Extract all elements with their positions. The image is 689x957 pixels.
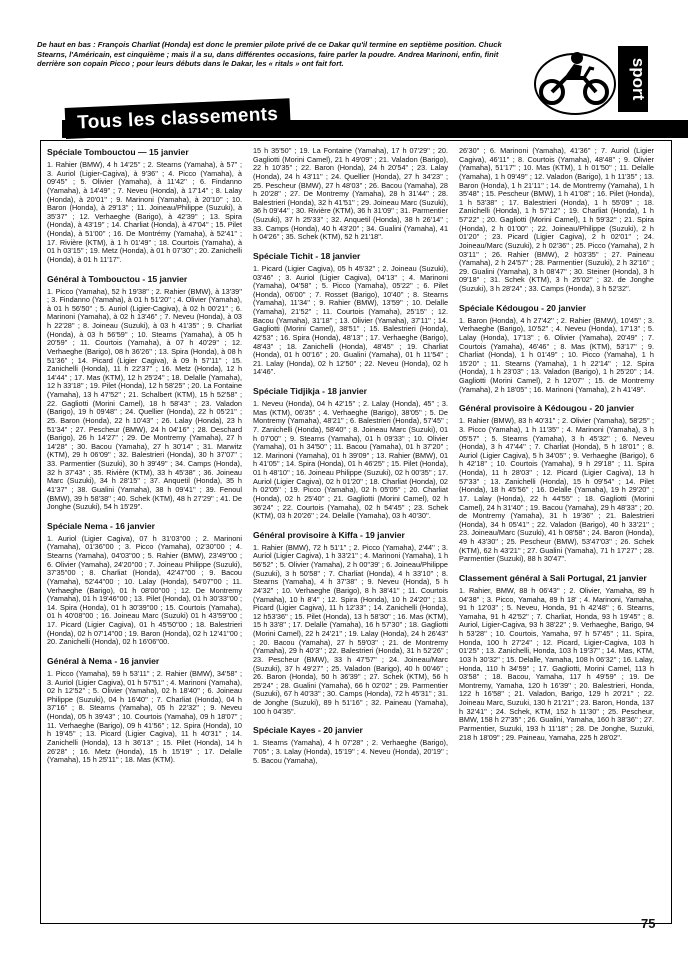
section-title: Spéciale Kédougou - 20 janvier (459, 302, 587, 313)
page-title: Tous les classements (65, 98, 291, 139)
section-title: Général provisoire à Kédougou - 20 janvier (459, 403, 635, 414)
logo-text: sport (629, 57, 648, 101)
section-text: 1. Picco (Yamaha), 59 h 53'11'' ; 2. Rahier (BMW), 34'58'' ; 3. Auriol (Ligier Cagiva), 01 h 57'51'' ; 4. Marinoni (Yamaha), 02 h 12'52'' ; 5. Olivier (Yamaha), 02 h 18'40'' ; 6. Joineau Philippe (Suzuki), 04 h 16'40'' ; 7. Charliat (Honda), 04 h 37'16'' ; 8. Stearns (Yamaha), 05 h 22'32'' ; 9. Neveu (Honda), 05 h 39'43'' ; 10. Courtois (Yamaha), 09 h 18'07'' ; 11. Verhaeghe (Barigo), 09 h 41'56'' ; 12. Spira (Honda), 10 h 19'45'' ; 13. Picard (Ligier Cagiva), 11 h 40'31'' ; 14. Zanichelli (Honda), 13 h 36'13'' ; 15. Pilet (Honda), 14 h 26'28'' ; 16. Metz (Honda), 15 h 15'19'' ; 17. Delalle (Yamaha), 15 h 25'11'' ; 18. Mas (KTM). (47, 668, 242, 765)
section-text: 26'30'' ; 6. Marinoni (Yamaha), 41'36'' ; 7. Auriol (Ligier Cagiva), 46'11'' ; 8. Courtois (Yamaha), 48'48'' ; 9. Olivier (Yamaha), 51'17'' ; 10. Mas (KTM), 1 h 01'50'' ; 11. Delalle (Yamaha), 1 h 09'49'' ; 12. Valadon (Barigo), 1 h 11'35'' ; 13. Baron (Honda), 1 h 21'11'' ; 14. de Montremy (Yamaha), 1 h 35'48'' ; 15. Pescheur (BMW), 1 h 41'08'' ; 16. Pilet (Honda), 1 h 53'38'' ; 17. Balestrieri (Honda), 1 h 55'09'' ; 18. Zanichelli (Honda), 1 h 57'12'' ; 19. Charliat (Honda), 1 h 57'22'' ; 20. Gagliotti (Morini Camel), 1 h 59'32'' ; 21. Spira (Honda), 2 h 01'00'' ; 22. Joineau/Philippe (Suzuki), 2 h 01'20'' ; 23. Picard (Ligier Cagiva), 2 h 02'01'' ; 24. Joineau/Marc (Suzuki), 2 h 02'36'' ; 25. Picco (Yamaha), 2 h 03'11'' ; 26. Rahier (BMW), 2 h03'35'' ; 27. Paineau (Yamaha), 2 h 24'57'' ; 28. Parmentier (Suzuki), 2 h 32'16'' ; 29. Gualini (Yamaha), 3 h 08'47'' ; 30. Steiner (Honda), 3 h 09'18'' ; 31. Schek (KTM), 3 h 25'02'' ; 32. de Jonghe (Suzuki), 3 h 28'24'' ; 33. Camps (Honda), 3 h 52'32''. (459, 147, 654, 293)
section-text: 1. Rahier (BMW), 83 h 40'31'' ; 2. Olivier (Yamaha), 58'25'' ; 3. Picco (Yamaha), 1 h 11'35'' ; 4. Marinoni (Yamaha), 3 h 05'57'' ; 5. Stearns (Yamaha), 3 h 45'32'' ; 6. Neveu (Honda), 3 h 47'44'' ; 7. Charliat (Honda), 5 h 18'01'' ; 8. Auriol (Ligier Cagiva), 5 h 34'05'' ; 9. Verhaeghe (Barigo), 6 h 42'18'' ; 10. Courtois (Yamaha), 9 h 29'18'' ; 11. Spira (Honda), 11 h 28'03'' ; 12. Picard (Ligier Cagiva), 13 h 57'33'' ; 13. Zanichelli (Honda), 15 h 09'54'' ; 14. Pilet (Honda), 18 h 45'56'' ; 16. Delalle (Yamaha), 19 h 29'20'' ; 17. Lalay (Honda), 22 h 44'55'' ; 18. Gagliotti (Morini Camel), 24 h 31'40'' ; 19. Bacou (Yamaha), 29 h 48'33'' ; 20. de Montremy (Yamaha), 31 h 19'36'' ; 21. Balestrieri (Honda), 34 h 05'41'' ; 22. Valadon (Barigo), 40 h 33'21'' ; 23. Joineau/Marc (Suzuki), 41 h 08'58'' ; 24. Baron (Honda), 49 h 43'30'' ; 25. Pescheur (BMW), 53'47'03'' ; 26. Schek (KTM), 62 h 43'21'' ; 27. Gualini (Yamaha), 71 h 17'27'' ; 28. Parmentier (Suzuki), 88 h 30'47''. (459, 416, 654, 564)
column-1 (47, 147, 242, 917)
section-title: Spéciale Nema - 16 janvier (47, 520, 155, 531)
section-text: 15 h 35'50'' ; 19. La Fontaine (Yamaha), 17 h 07'29'' ; 20. Gagliotti (Morini Camel), 21 h 49'09'' ; 21. Valadon (Barigo), 22 h 10'35'' ; 22. Baron (Honda), 24 h 20'54'' ; 23. Lalay (Honda), 24 h 43'11'' ; 24. Quellier (Honda), 27 h 34'23'' ; 25. Pescheur (BMW), 27 h 48'03'' ; 26. Bacou (Yamaha), 28 h 20'28'' ; 27. De Montremy (Yamaha), 28 h 31'44'' ; 28. Balestrieri (Honda), 32 h 41'51'' ; 29. Joineau Marc (Suzuki), 36 h 09'44'' ; 30. Rivière (KTM), 36 h 31'09'' ; 31. Parmentier (Suzuki), 37 h 25'33'' ; 32. Anquetil (Honda), 38 h 26'14'' ; 33. Camps (Honda), 40 h 43'20'' ; 34. Gualini (Yamaha), 41 h 04'26'' ; 35. Schek (KTM), 52 h 21'18''. (253, 147, 448, 242)
section-text: 1. Neveu (Honda), 04 h 42'15'' ; 2. Lalay (Honda), 45'' ; 3. Mas (KTM), 06'35'' ; 4. Verhaeghe (Barigo), 38'05'' ; 5. De Montremy (Yamaha), 48'21'' ; 6. Balestrieri (Honda), 57'45'' ; 7. Zanichelli (Honda), 58'40'' ; 8. Joineau Marc (Suzuki), 01 h 07'00'' ; 9. Stearns (Yamaha), 01 h 09'33'' ; 10. Olivier (Yamaha), 01 h 34'50'' ; 11. Bacou (Yamaha), 01 h 37'20'' ; 12. Marinoni (Yamaha), 01 h 39'09'' ; 13. Rahier (BMW), 01 h 41'05'' ; 14. Spira (Honda), 01 h 46'25'' ; 15. Pilet (Honda), 01 h 48'10'' ; 16. Joineau Philippe (Suzuki), 02 h 00'35'' ; 17. Auriol (Ligier Cagiva), 02 h 01'20'' ; 18. Charliat (Honda), 02 h 02'05'' ; 19. Picco (Yamaha), 02 h 05'05'' ; 20. Charliat (Honda), 02 h 25'40'' ; 21. Gagliotti (Morini Camel), 02 h 36'24'' ; 22. Courtois (Yamaha), 02 h 54'45'' ; 23. Schek (KTM), 03 h 20'26'' ; 24. Delalle (Yamaha), 03 h 40'30''. (253, 399, 448, 521)
section-title: Général provisoire à Kiffa - 19 janvier (253, 529, 405, 540)
sport-logo (530, 38, 654, 118)
section-title: Spéciale Tombouctou — 15 janvier (47, 147, 189, 157)
motorcycle-icon (535, 52, 615, 114)
section-title: Spéciale Kayes - 20 janvier (253, 725, 363, 736)
section-text: 1. Auriol (Ligier Cagiva), 07 h 31'03''00 ; 2. Marinoni (Yamaha), 01'36''00 ; 3. Picco (Yamaha), 02'30''00 ; 4. Stearns (Yamaha), 04'03''00 ; 5. Rahier (BMW), 23'49''00 ; 6. Olivier (Yamaha), 24'20''00 ; 7. Joineau Philippe (Suzuki), 37'35''00 ; 8. Charliat (Honda), 42'47''00 ; 9. Bacou (Yamaha), 52'44''00 ; 10. Lalay (Honda), 54'07''00 ; 11. Verhaeghe (Barigo), 01 h 08'00''00 ; 12. De Montremy (Yamaha), 01 h 19'46''00 ; 13. Pilet (Honda), 01 h 30'33''00 ; 14. Spira (Honda), 01 h 30'39''00 ; 15. Courtois (Yamaha), 01 h 40'08''00 ; 16. Joineau Marc (Suzuki) 01 h 43'59''00 ; 17. Picard (Ligier Cagiva), 01 h 45'50''00 ; 18. Balestrieri (Honda), 02 h 07'14''00 ; 19. Baron (Honda), 02 h 12'41''00 ; 20. Zanichelli (Honda), 02 h 16'06''00. (47, 533, 242, 647)
column-3 (459, 147, 654, 917)
photo-caption: De haut en bas : François Charliat (Honda) est donc le premier pilote privé de ce Dakar qu'il termine en septième position. Chuck Stearns, l'Américain, est cinquième ; mais il a su, dans différentes occasions, faire parler la poudre. Andrea Marinoni, enfin, finit derrière son copain Picco ; pour leurs débuts dans le Dakar, les « ritals » ont fait fort. (37, 40, 502, 69)
section-title: Spéciale Tichit - 18 janvier (253, 250, 361, 261)
section-text: 1. Picco (Yamaha), 52 h 19'38'' ; 2. Rahier (BMW), à 13'39'' ; 3. Findanno (Yamaha), à 01 h 51'20'' ; 4. Olivier (Yamaha), à 01 h 56'50'' ; 5. Auriol (Ligier-Cagiva), à 02 h 00'21'' ; 6. Marinoni (Yamaha), à 02 h 13'46'' ; 7. Neveu (Honda), à 03 h 22'28'' ; 8. Joineau (Suzuki), à 03 h 41'35'' ; 9. Charliat (Honda), à 03 h 56'59'' ; 10. Stearns (Yamaha), à 05 h 20'59'' ; 11. Courtois (Yamaha), à 07 h 40'29'' ; 12. Verhaeghe (Barigo), 08 h 36'26'' ; 13. Spira (Honda), à 08 h 51'36'' ; 14. Picard (Ligier Cagiva), à 09 h 57'11'' ; 15. Zanichelli (Honda), 11 h 22'37'' ; 16. Metz (Honda), 12 h 14'44'' ; 17. Mas (KTM), 12 h 25'24'' ; 18. Delalle (Yamaha), 12 h 33'18'' ; 19. Pilet (Honda), 12 h 58'25'' ; 20. La Fontaine (Yamaha), 13 h 47'52'' ; 21. Schalbert (KTM), 15 h 52'58'' ; 22. Gagliotti (Morini Camel), 18 h 58'43'' ; 23. Valadon (Barigo), 19 h 09'48'' ; 24. Quellier (Honda), 22 h 05'21'' ; 25. Baron (Honda), 22 h 10'43'' ; 26. Lalay (Honda), 23 h 51'34'' ; 27. Pescheur (BMW), 24 h 04'16'' ; 28. Deschard (Barigo), 26 h 14'27'' ; 29. De Montremy (Yamaha), 27 h 14'28'' ; 30. Bacou (Yamaha), 27 h 30'14'' ; 31. Marwitz (KTM), 29 h 06'09'' ; 32. Balestrieri (Honda), 30 h 37'07'' ; 33. Parmentier (Suzuki), 30 h 39'49'' ; 34. Camps (Honda), 32 h 37'43'' ; 35. Rivière (KTM), 33 h 45'38'' ; 36. Joineau Marc (Suzuki), 34 h 28'15'' ; 37. Anquetil (Honda), 35 h 41'37'' ; 38. Gualini (Yamaha), 38 h 09'41'' ; 39. Fenoul (BMW), 39 h 58'38'' ; 40. Schek (KTM), 48 h 27'29'' ; 41. De Jonghe (Suzuki), 54 h 15'29''. (47, 286, 242, 512)
section-text: 1. Rahier (BMW), 4 h 14'25'' ; 2. Stearns (Yamaha), à 57'' ; 3. Auriol (Ligier-Cagiva), à 9'36'' ; 4. Picco (Yamaha), à 09'45'' ; 5. Olivier (Yamaha), à 11'42'' ; 6. Findanno (Yamaha), à 14'49'' ; 7. Neveu (Honda), à 17'14'' ; 8. Lalay (Honda), à 20'01'' ; 9. Marinoni (Yamaha), à 20'10'' ; 10. Baron (Honda), à 29'13'' ; 11. Joineau/Philippe (Suzuki), à 35'37'' ; 12. Verhaeghe (Barigo), à 42'39'' ; 13. Spira (Honda), à 43'19'' ; 14. Charliat (Honda), à 47'04'' ; 15. Pilet (Honda), à 51'00'' ; 16. De Montrémy (Yamaha), à 52'41'' ; 17. Rivière (KTM), à 1 h 01'49'' ; 18. Courtois (Yamaha), à 01 h 03'15'' ; 19. Metz (Honda), à 01 h 07'30'' ; 20. Zanichelli (Honda), à 01 h 11'17''. (47, 160, 242, 264)
section-text: 1. Stearns (Yamaha), 4 h 07'28'' ; 2. Verhaeghe (Barigo), 7'05'' ; 3. Lalay (Honda), 15'19'' ; 4. Neveu (Honda), 20'19'' ; 5. Bacou (Yamaha), (253, 738, 448, 765)
section-title: Général à Nema - 16 janvier (47, 655, 160, 666)
section-text: 1. Picard (Ligier Cagiva), 05 h 45'32'' ; 2. Joineau (Suzuki), 03'46'' ; 3. Auriol (Ligier Cagiva), 04'13'' ; 4. Marinoni (Yamaha), 04'58'' ; 5. Picco (Yamaha), 05'22'' ; 6. Pilet (Honda), 06'00'' ; 7. Rosset (Barigo), 10'40'' ; 8. Stearns (Yamaha), 11'34'' ; 9. Rahier (BMW), 13'59'' ; 10. Delalle (Yamaha), 21'52'' ; 11. Courtois (Yamaha), 25'15'' ; 12. Bacou (Yamaha), 31'18'' ; 13. Olivier (Yamaha), 37'11'' ; 14. Gagliotti (Morini Camel), 38'51'' ; 15. Balestrieri (Honda), 42'53'' ; 16. Spira (Honda), 48'13'' ; 17. Verhaeghe (Barigo), 48'43'' ; 18. Zanichelli (Honda), 48'45'' ; 19. Charliat (Honda), 01 h 00'16'' ; 20. Gualini (Yamaha), 01 h 11'54'' ; 21. Lalay (Honda), 02 h 12'50'' ; 22. Neveu (Honda), 02 h 14'46''. (253, 263, 448, 377)
section-text: 1. Rahier, BMW, 88 h 06'43'' ; 2. Olivier, Yamaha, 89 h 04'38'' ; 3. Picco, Yamaha, 89 h 18' ; 4. Marinoni, Yamaha, 91 h 12'03'' ; 5. Neveu, Honda, 91 h 42'48'' ; 6. Stearns, Yamaha, 91 h 42'52'' ; 7. Charliat, Honda, 93 h 19'45'' ; 8. Auriol, Ligier-Cagiva, 93 h 38'22'' ; 9. Verhaeghe, Barigo, 94 h 53'28'' ; 10. Courtois, Yamaha, 97 h 57'45'' ; 11. Spira, Honda, 100 h 27'24'' ; 12. Picard, Ligier-Cagiva, 103 h 01'25'' ; 13. Zanichelli, Honda, 103 h 19'37'' ; 14. Mas, KTM, 103 h 30'32'' ; 15. Delalle, Yamaha, 108 h 06'32'' ; 16. Lalay, Honda, 110 h 34'59'' ; 17. Gagliotti, Morini Camel, 113 h 03'58'' ; 18. Bacou, Yamaha, 117 h 49'59'' ; 19. De Montremy, Yamaha, 120 h 16'39'' ; 20. Balestrieri, Honda, 122 h 16'58'' ; 21. Valadon, Barigo, 129 h 20'21'' ; 22. Joineau Marc, Suzuki, 130 h 21'21'' ; 23. Baron, Honda, 137 h 32'41'' ; 24. Schek, KTM, 152 h 11'30'' ; 25. Pescheur, BMW, 158 h 27'35'' ; 26. Gualini, Yamaha, 160 h 38'36'' ; 27. Parmentier, Suzuki, 193 h 11'18'' ; 28. De Jonghe, Suzuki, 218 h 18'09'' ; 29. Paineau, Yamaha, 225 h 28'02''. (459, 585, 654, 742)
section-title: Spéciale Tidjikja - 18 janvier (253, 386, 368, 396)
page-number: 75 (641, 916, 656, 931)
column-2 (253, 147, 448, 917)
section-title: Classement général à Sali Portugal, 21 janvier (459, 572, 647, 583)
section-text: 1. Baron (Honda), 4 h 27'42'' ; 2. Rahier (BMW), 10'45'' ; 3. Verhaeghe (Barigo), 10'52'' ; 4. Neveu (Honda), 17'13'' ; 5. Lalay (Honda), 17'13'' ; 6. Olivier (Yamaha), 20'49'' ; 7. Courtois (Yamaha), 46'46'' ; 8. Mas (KTM), 53'17'' ; 9. Charliat (Honda), 1 h 01'49'' ; 10. Picco (Yamaha), 1 h 15'20'' ; 11. Stearns (Yamaha), 1 h 22'14'' ; 12. Spira (Honda), 1 h 23'03'' ; 13. Valadon (Barigo), 1 h 25'20'' ; 14. Gagliotti (Morini Camel), 2 h 12'07'' ; 15. de Montremy (Yamaha), 2 h 18'05'' ; 16. Marinoni (Yamaha), 2 h 41'49''. (459, 315, 654, 394)
section-text: 1. Rahier (BMW), 72 h 51'1'' ; 2. Picco (Yamaha), 2'44'' ; 3. Auriol (Ligier Cagiva), 1 h 33'21'' ; 4. Marinoni (Yamaha), 1 h 56'52'' ; 5. Olivier (Yamaha), 2 h 00''39' ; 6. Joineau/Philippe (Suzuki), 3 h 50'58'' ; 7. Charliat (Honda), 4 h 33'10'' ; 8. Stearns (Yamaha), 4 h 37'38'' ; 9. Neveu (Honda), 5 h 24'32'' ; 10. Verhaeghe (Barigo), 8 h 38'41'' ; 11. Courtois (Yamaha), 10 h 8'4'' ; 12. Spira (Honda), 10 h 24'20'' ; 13. Picard (Ligier Cagiva), 11 h 12'33'' ; 14. Zanichelli (Honda), 12 h53'36'' ; 15. Pilet (Honda), 13 h 58'30'' ; 16. Mas (KTM), 15 h 33'8'' ; 17. Delalle (Yamaha), 16 h 57'30'' ; 18. Gagliotti (Morini Camel), 22 h 24'21'' ; 19. Lalay (Honda), 24 h 26'43'' ; 20. Bacou (Yamaha), 27 h 59'03'' ; 21. de Montremy (Yamaha), 29 h 40'3'' ; 22. Balestrieri (Honda), 31 h 52'26'' ; 23. Pescheur (BMW), 33 h 47'57'' ; 24. Joineau/Marc (Suzuki), 37 h 49'27'' ; 25. Valadon (Barigo), 40 h 00'46'' ; 26. Baron (Honda), 50 h 36'39'' ; 27. Schek (KTM), 56 h 25'24'' ; 28. Gualini (Yamaha), 66 h 02'02'' ; 29. Parmentier (Suzuki), 67 h 40'33'' ; 30. Camps (Honda), 72 h 45'31'' ; 31. de Jonghe (Suzuki), 89 h 51'16'' ; 32. Paineau (Yamaha), 100 h 04'35''. (253, 542, 448, 716)
section-title: Général à Tombouctou - 15 janvier (47, 273, 188, 284)
